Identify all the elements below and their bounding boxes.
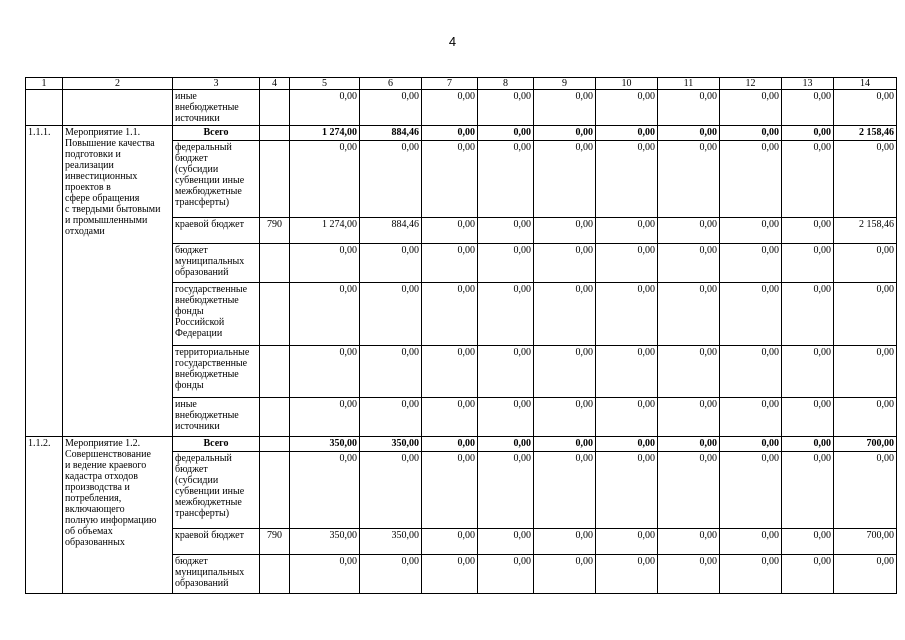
amount-cell: 0,00 (534, 218, 596, 244)
amount-cell: 350,00 (290, 529, 360, 555)
amount-cell: 0,00 (360, 398, 422, 437)
amount-cell: 0,00 (478, 283, 534, 346)
amount-cell: 0,00 (834, 90, 897, 126)
amount-cell: 0,00 (290, 346, 360, 398)
amount-cell: 0,00 (596, 283, 658, 346)
budget-code-cell (260, 437, 290, 452)
amount-cell: 350,00 (360, 437, 422, 452)
amount-cell: 0,00 (834, 555, 897, 594)
table-row (26, 126, 897, 141)
table-row (26, 437, 897, 452)
amount-cell: 0,00 (596, 90, 658, 126)
amount-cell: 0,00 (596, 529, 658, 555)
column-number-cell: 4 (260, 78, 290, 90)
amount-cell: 0,00 (290, 141, 360, 218)
amount-cell: 0,00 (596, 218, 658, 244)
budget-code-cell (260, 283, 290, 346)
budget-code-cell (260, 346, 290, 398)
amount-cell: 0,00 (360, 346, 422, 398)
table-row (26, 90, 897, 126)
amount-cell: 0,00 (290, 398, 360, 437)
budget-code-cell (260, 141, 290, 218)
amount-cell: 0,00 (478, 126, 534, 141)
amount-cell: 0,00 (782, 529, 834, 555)
funding-source-cell: иные внебюджетные источники (173, 398, 260, 437)
amount-cell: 0,00 (478, 346, 534, 398)
funding-source-cell: краевой бюджет (173, 529, 260, 555)
column-number-cell: 13 (782, 78, 834, 90)
amount-cell: 0,00 (782, 283, 834, 346)
column-number-cell: 8 (478, 78, 534, 90)
amount-cell: 0,00 (596, 398, 658, 437)
amount-cell: 0,00 (720, 398, 782, 437)
amount-cell: 884,46 (360, 218, 422, 244)
amount-cell: 0,00 (658, 283, 720, 346)
column-number-cell: 12 (720, 78, 782, 90)
amount-cell: 0,00 (596, 555, 658, 594)
amount-cell: 0,00 (658, 126, 720, 141)
amount-cell: 0,00 (658, 90, 720, 126)
amount-cell: 0,00 (360, 283, 422, 346)
funding-source-cell: краевой бюджет (173, 218, 260, 244)
amount-cell: 0,00 (658, 555, 720, 594)
amount-cell: 0,00 (534, 244, 596, 283)
page-number: 4 (448, 34, 457, 49)
amount-cell: 0,00 (360, 555, 422, 594)
budget-code-cell (260, 555, 290, 594)
amount-cell: 0,00 (834, 244, 897, 283)
amount-cell: 0,00 (658, 244, 720, 283)
amount-cell: 0,00 (720, 141, 782, 218)
amount-cell: 700,00 (834, 437, 897, 452)
amount-cell: 0,00 (720, 452, 782, 529)
amount-cell: 884,46 (360, 126, 422, 141)
measure-name-cell: Мероприятие 1.2. Совершенствование и ведение краевого кадастра отходов производства и потребления, включающего полную информацию об объемах образованных (63, 437, 173, 594)
amount-cell: 0,00 (478, 398, 534, 437)
amount-cell: 350,00 (360, 529, 422, 555)
amount-cell: 0,00 (534, 141, 596, 218)
column-number-cell: 3 (173, 78, 260, 90)
amount-cell: 0,00 (658, 141, 720, 218)
amount-cell: 0,00 (720, 555, 782, 594)
amount-cell: 2 158,46 (834, 126, 897, 141)
amount-cell: 0,00 (782, 398, 834, 437)
funding-source-cell: государственные внебюджетные фонды Российской Федерации (173, 283, 260, 346)
amount-cell: 0,00 (658, 437, 720, 452)
amount-cell: 0,00 (782, 126, 834, 141)
amount-cell: 0,00 (596, 452, 658, 529)
amount-cell: 0,00 (658, 398, 720, 437)
column-number-cell: 9 (534, 78, 596, 90)
amount-cell: 0,00 (720, 126, 782, 141)
amount-cell: 0,00 (834, 398, 897, 437)
amount-cell: 0,00 (422, 452, 478, 529)
amount-cell: 0,00 (422, 283, 478, 346)
amount-cell: 0,00 (360, 90, 422, 126)
measure-name-cell (63, 90, 173, 126)
amount-cell: 0,00 (422, 244, 478, 283)
column-number-cell: 2 (63, 78, 173, 90)
budget-code-cell (260, 398, 290, 437)
funding-source-cell: иные внебюджетные источники (173, 90, 260, 126)
amount-cell: 0,00 (834, 452, 897, 529)
amount-cell: 0,00 (596, 126, 658, 141)
amount-cell: 0,00 (422, 141, 478, 218)
column-number-cell: 11 (658, 78, 720, 90)
amount-cell: 0,00 (596, 437, 658, 452)
amount-cell: 2 158,46 (834, 218, 897, 244)
funding-source-cell: территориальные государственные внебюджетные фонды (173, 346, 260, 398)
amount-cell: 0,00 (534, 283, 596, 346)
amount-cell: 0,00 (290, 244, 360, 283)
amount-cell: 0,00 (720, 244, 782, 283)
funding-source-cell: федеральный бюджет (субсидии субвенции иные межбюджетные трансферты) (173, 452, 260, 529)
amount-cell: 0,00 (782, 244, 834, 283)
amount-cell: 0,00 (422, 126, 478, 141)
funding-source-cell: Всего (173, 437, 260, 452)
amount-cell: 0,00 (478, 90, 534, 126)
budget-code-cell: 790 (260, 529, 290, 555)
amount-cell: 0,00 (290, 452, 360, 529)
amount-cell: 0,00 (720, 437, 782, 452)
amount-cell: 0,00 (534, 437, 596, 452)
funding-source-cell: Всего (173, 126, 260, 141)
amount-cell: 0,00 (478, 218, 534, 244)
amount-cell: 0,00 (534, 126, 596, 141)
amount-cell: 0,00 (658, 452, 720, 529)
amount-cell: 0,00 (478, 244, 534, 283)
amount-cell: 0,00 (478, 555, 534, 594)
amount-cell: 0,00 (720, 529, 782, 555)
budget-code-cell: 790 (260, 218, 290, 244)
column-number-cell: 10 (596, 78, 658, 90)
amount-cell: 0,00 (360, 244, 422, 283)
amount-cell: 0,00 (422, 437, 478, 452)
amount-cell: 0,00 (534, 452, 596, 529)
measure-number-cell: 1.1.2. (26, 437, 63, 594)
amount-cell: 0,00 (720, 283, 782, 346)
budget-code-cell (260, 90, 290, 126)
amount-cell: 0,00 (422, 529, 478, 555)
amount-cell: 0,00 (290, 555, 360, 594)
column-number-row (26, 78, 897, 90)
amount-cell: 0,00 (290, 90, 360, 126)
amount-cell: 0,00 (422, 398, 478, 437)
column-number-cell: 5 (290, 78, 360, 90)
funding-source-cell: бюджет муниципальных образований (173, 244, 260, 283)
amount-cell: 0,00 (422, 555, 478, 594)
amount-cell: 0,00 (658, 218, 720, 244)
amount-cell: 0,00 (834, 141, 897, 218)
amount-cell: 0,00 (782, 90, 834, 126)
amount-cell: 0,00 (478, 141, 534, 218)
amount-cell: 0,00 (478, 452, 534, 529)
amount-cell: 0,00 (534, 90, 596, 126)
amount-cell: 0,00 (782, 437, 834, 452)
amount-cell: 0,00 (658, 529, 720, 555)
amount-cell: 0,00 (720, 90, 782, 126)
budget-table (25, 77, 897, 594)
amount-cell: 0,00 (534, 346, 596, 398)
measure-number-cell: 1.1.1. (26, 126, 63, 437)
amount-cell: 0,00 (782, 141, 834, 218)
amount-cell: 0,00 (782, 218, 834, 244)
amount-cell: 0,00 (596, 244, 658, 283)
amount-cell: 0,00 (782, 346, 834, 398)
amount-cell: 0,00 (360, 141, 422, 218)
amount-cell: 0,00 (534, 555, 596, 594)
amount-cell: 0,00 (360, 452, 422, 529)
amount-cell: 350,00 (290, 437, 360, 452)
amount-cell: 0,00 (720, 346, 782, 398)
amount-cell: 0,00 (658, 346, 720, 398)
amount-cell: 0,00 (290, 283, 360, 346)
amount-cell: 0,00 (478, 529, 534, 555)
amount-cell: 0,00 (534, 529, 596, 555)
measure-name-cell: Мероприятие 1.1. Повышение качества подготовки и реализации инвестиционных проектов в сфере обращения с твердыми бытовыми и промышленными отходами (63, 126, 173, 437)
column-number-cell: 1 (26, 78, 63, 90)
amount-cell: 0,00 (422, 90, 478, 126)
budget-code-cell (260, 452, 290, 529)
amount-cell: 0,00 (596, 346, 658, 398)
amount-cell: 700,00 (834, 529, 897, 555)
amount-cell: 0,00 (834, 346, 897, 398)
column-number-cell: 7 (422, 78, 478, 90)
amount-cell: 0,00 (782, 555, 834, 594)
amount-cell: 0,00 (834, 283, 897, 346)
amount-cell: 0,00 (422, 218, 478, 244)
amount-cell: 0,00 (596, 141, 658, 218)
funding-source-cell: федеральный бюджет (субсидии субвенции иные межбюджетные трансферты) (173, 141, 260, 218)
column-number-cell: 6 (360, 78, 422, 90)
budget-code-cell (260, 126, 290, 141)
budget-code-cell (260, 244, 290, 283)
amount-cell: 0,00 (720, 218, 782, 244)
amount-cell: 0,00 (782, 452, 834, 529)
amount-cell: 1 274,00 (290, 218, 360, 244)
amount-cell: 0,00 (534, 398, 596, 437)
measure-number-cell (26, 90, 63, 126)
amount-cell: 0,00 (422, 346, 478, 398)
amount-cell: 0,00 (478, 437, 534, 452)
column-number-cell: 14 (834, 78, 897, 90)
amount-cell: 1 274,00 (290, 126, 360, 141)
funding-source-cell: бюджет муниципальных образований (173, 555, 260, 594)
